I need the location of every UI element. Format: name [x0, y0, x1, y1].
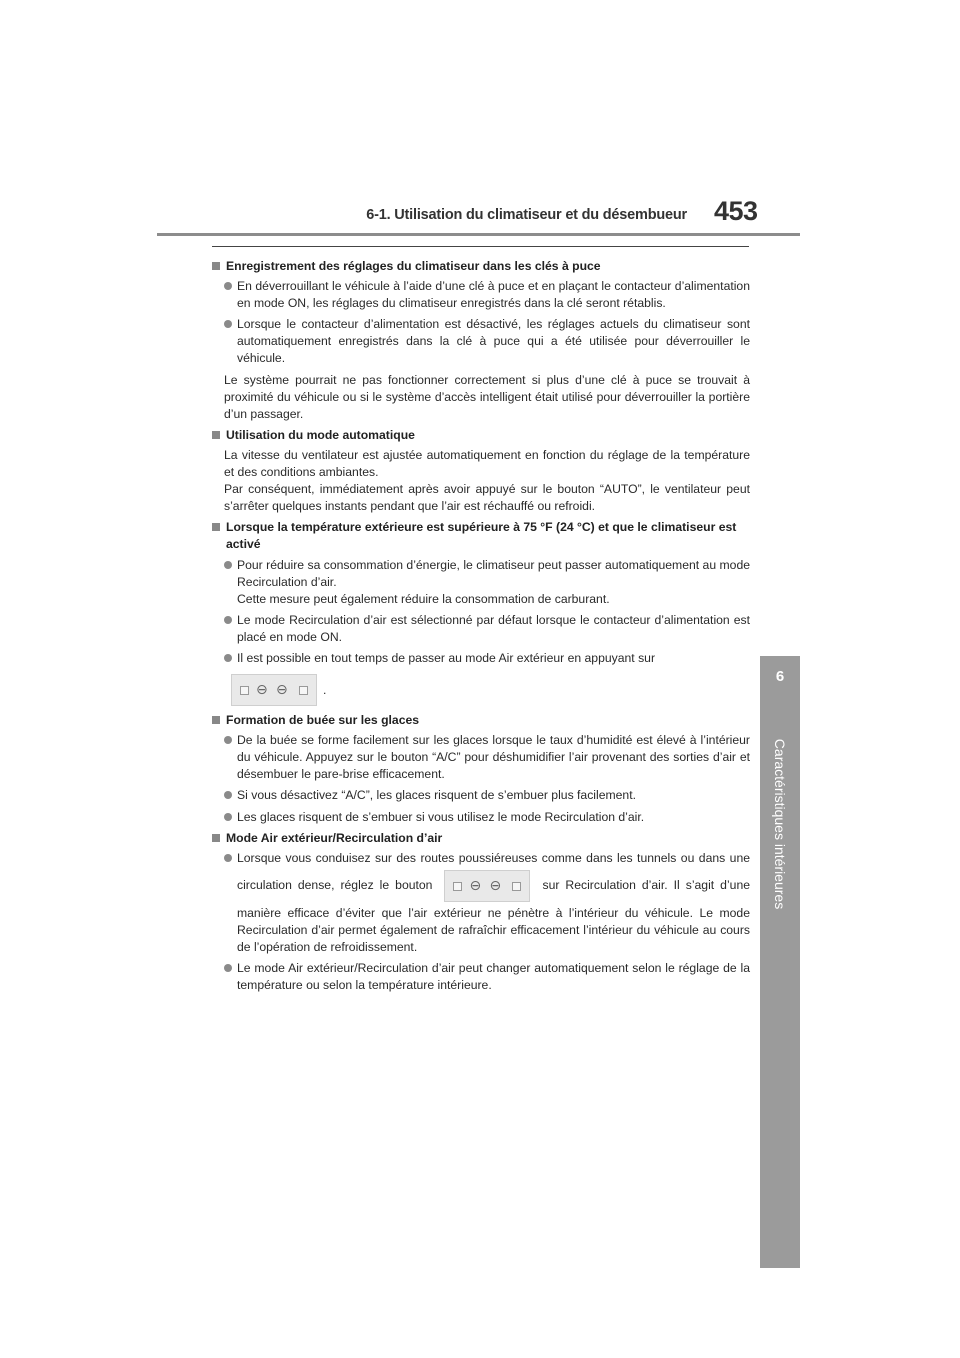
section-heading: Lorsque la température extérieure est supérieure à 75 °F (24 °C) et que le climatiseur est activé	[212, 519, 750, 553]
paragraph: La vitesse du ventilateur est ajustée automatiquement en fonction du réglage de la température et des conditions ambiantes. Par conséquent, immédiatement après avoir appuyé sur le bouton “AUTO”, le ventilateur peut s’arrêter quelques instants pendant que l’air est réchauffé ou refroidi.	[224, 447, 750, 514]
air-recirculation-button-icon: ⊖ ⊖	[231, 674, 317, 706]
square-bullet-icon	[212, 262, 220, 270]
list-item: Si vous désactivez “A/C”, les glaces risquent de s’embuer plus facilement.	[224, 787, 750, 804]
section-title: 6-1. Utilisation du climatiseur et du désembueur	[366, 207, 687, 223]
chapter-label: Caractéristiques intérieures	[772, 738, 788, 910]
content-divider	[212, 246, 749, 247]
round-bullet-icon	[224, 854, 232, 862]
square-bullet-icon	[212, 431, 220, 439]
list-item: Les glaces risquent de s’embuer si vous utilisez le mode Recirculation d’air.	[224, 809, 750, 826]
list-item: De la buée se forme facilement sur les glaces lorsque le taux d’humidité est élevé à l’intérieur du véhicule. Appuyez sur le bouton “A/C” pour déshumidifier l’air provenant des sorties d’air et désembuer le pare-brise efficacement.	[224, 732, 750, 783]
section-heading: Formation de buée sur les glaces	[212, 712, 750, 729]
section-heading: Utilisation du mode automatique	[212, 427, 750, 444]
section-fogging	[212, 712, 750, 826]
square-bullet-icon	[212, 523, 220, 531]
list-item: Le mode Recirculation d’air est sélectionné par défaut lorsque le contacteur d’alimentation est placé en mode ON.	[224, 612, 750, 646]
section-key-settings	[212, 258, 750, 423]
page-content	[212, 258, 750, 998]
header-divider	[157, 233, 800, 236]
square-bullet-icon	[212, 716, 220, 724]
page-header	[0, 0, 960, 240]
round-bullet-icon	[224, 320, 232, 328]
round-bullet-icon	[224, 282, 232, 290]
round-bullet-icon	[224, 791, 232, 799]
round-bullet-icon	[224, 616, 232, 624]
round-bullet-icon	[224, 654, 232, 662]
list-item: Lorsque le contacteur d’alimentation est désactivé, les réglages actuels du climatiseur sont automatiquement enregistrés dans la clé à puce qui a été utilisée pour déverrouiller le véhicule.	[224, 316, 750, 367]
chapter-number: 6	[775, 668, 785, 685]
round-bullet-icon	[224, 736, 232, 744]
round-bullet-icon	[224, 964, 232, 972]
section-auto-mode	[212, 427, 750, 515]
section-air-mode	[212, 830, 750, 995]
air-recirculation-button-icon: ⊖ ⊖	[444, 870, 530, 902]
section-heading: Enregistrement des réglages du climatiseur dans les clés à puce	[212, 258, 750, 275]
square-bullet-icon	[212, 834, 220, 842]
page-number: 453	[714, 196, 758, 226]
chapter-side-tab	[760, 656, 800, 1268]
section-high-temperature	[212, 519, 750, 709]
list-item: Pour réduire sa consommation d’énergie, le climatiseur peut passer automatiquement au mode Recirculation d’air. Cette mesure peut également réduire la consommation de carburant.	[224, 557, 750, 608]
section-heading: Mode Air extérieur/Recirculation d’air	[212, 830, 750, 847]
button-illustration-row: ⊖ ⊖ .	[225, 671, 750, 709]
round-bullet-icon	[224, 561, 232, 569]
list-item: Le mode Air extérieur/Recirculation d’air peut changer automatiquement selon le réglage de la température ou selon la température intérieure.	[224, 960, 750, 994]
list-item: Il est possible en tout temps de passer au mode Air extérieur en appuyant sur	[224, 650, 750, 667]
paragraph: Le système pourrait ne pas fonctionner correctement si plus d’une clé à puce se trouvait à proximité du véhicule ou si le système d’accès intelligent était utilisé pour déverrouiller la portière d’un passager.	[224, 372, 750, 421]
round-bullet-icon	[224, 813, 232, 821]
list-item: Lorsque vous conduisez sur des routes poussiéreuses comme dans les tunnels ou dans une circulation dense, réglez le bouton ⊖ ⊖ sur Recirculation d’air. Il s’agit d’une manière efficace d’éviter que l’air extérieur ne pénètre à l’intérieur du véhicule. Le mode Recirculation d’air permet également de rafraîchir efficacement l’intérieur du véhicule au cours de l’opération de refroidissement.	[224, 850, 750, 956]
list-item: En déverrouillant le véhicule à l’aide d’une clé à puce et en plaçant le contacteur d’alimentation en mode ON, les réglages du climatiseur enregistrés dans la clé seront rétablis.	[224, 278, 750, 312]
